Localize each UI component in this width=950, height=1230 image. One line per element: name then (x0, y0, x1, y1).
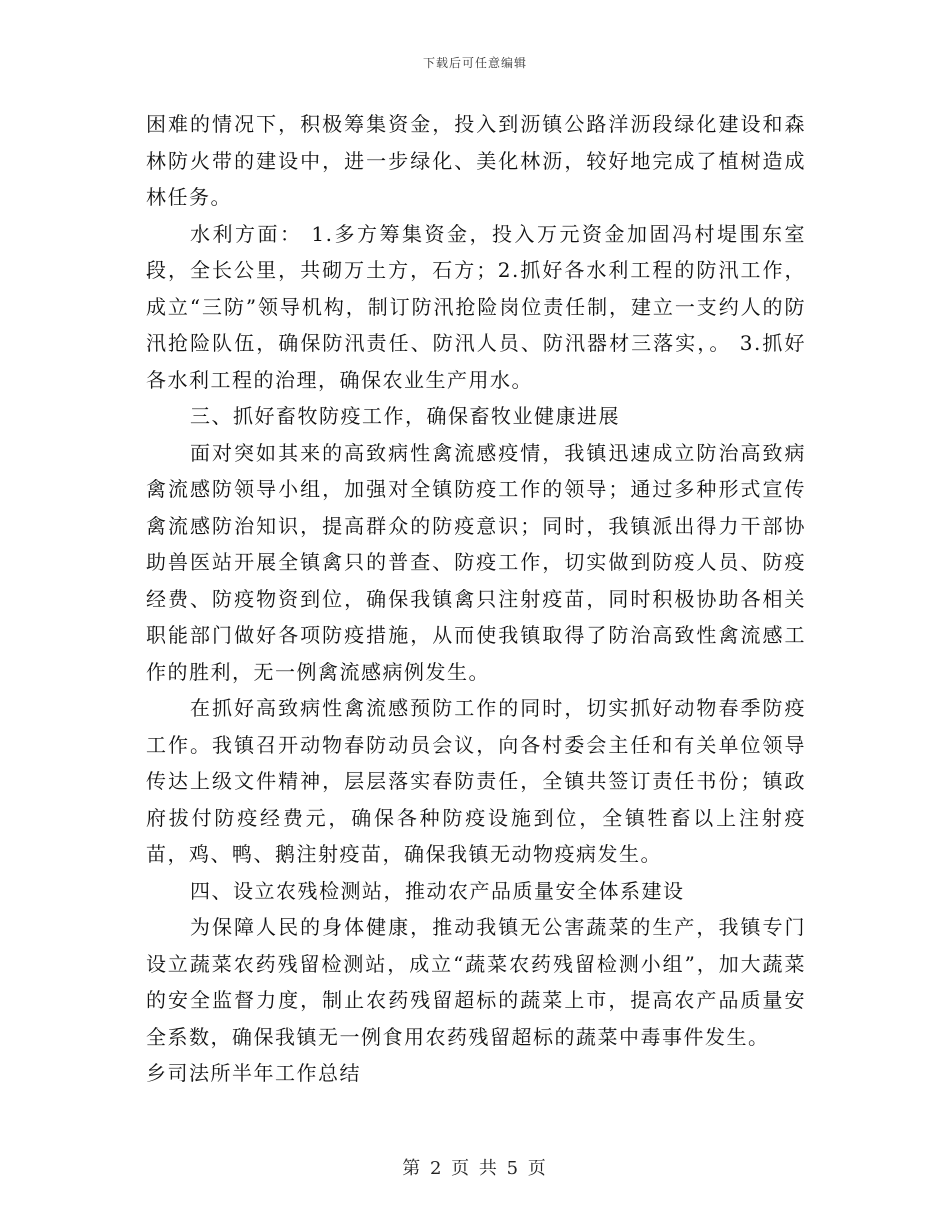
current-page-number: 2 (429, 1158, 444, 1179)
body-paragraph: 困难的情况下，积极筹集资金，投入到沥镇公路洋沥段绿化建设和森林防火带的建设中，进一步绿化、美化林沥，较好地完成了植树造成林任务。 (146, 112, 806, 209)
section-heading: 三、抓好畜牧防疫工作，确保畜牧业健康进展 (190, 404, 620, 428)
body-paragraph: 水利方面： 1.多方筹集资金，投入万元资金加固冯村堤围东室段，全长公里，共砌万土方，石方；2.抓好各水利工程的防汛工作，成立“三防”领导机构，制订防汛抢险岗位责任制，建立一支约人的防汛抢险队伍，确保防汛责任、防汛人员、防汛器材三落实，。 3.抓好各水利工程的治理，确保农业生产用水。 (146, 221, 806, 392)
section-heading: 四、设立农残检测站，推动农产品质量安全体系建设 (190, 878, 685, 903)
body-paragraph: 为保障人民的身体健康，推动我镇无公害蔬菜的生产，我镇专门设立蔬菜农药残留检测站，成立“蔬菜农药残留检测小组”，加大蔬菜的安全监督力度，制止农药残留超标的蔬菜上市，提高农产品质量安全系数，确保我镇无一例食用农药残留超标的蔬菜中毒事件发生。 (146, 915, 806, 1049)
total-pages-number: 5 (506, 1158, 521, 1179)
document-title-line: 乡司法所半年工作总结 (146, 1061, 361, 1085)
page-label-prefix: 第 (402, 1158, 423, 1179)
page-footer (0, 1154, 950, 1180)
body-paragraph: 面对突如其来的高致病性禽流感疫情，我镇迅速成立防治高致病禽流感防领导小组，加强对全镇防疫工作的领导；通过多种形式宣传禽流感防治知识，提高群众的防疫意识；同时，我镇派出得力干部协助兽医站开展全镇禽只的普查、防疫工作，切实做到防疫人员、防疫经费、防疫物资到位，确保我镇禽只注射疫苗，同时积极协助各相关职能部门做好各项防疫措施，从而使我镇取得了防治高致性禽流感工作的胜利，无一例禽流感病例发生。 (146, 440, 806, 684)
page-label-suffix: 页 (527, 1158, 548, 1179)
page-header: 下载后可任意编辑 (422, 56, 527, 70)
document-body (146, 106, 806, 1092)
body-paragraph: 在抓好高致病性禽流感预防工作的同时，切实抓好动物春季防疫工作。我镇召开动物春防动员会议，向各村委会主任和有关单位领导传达上级文件精神，层层落实春防责任，全镇共签订责任书份；镇政府拔付防疫经费元，确保各种防疫设施到位，全镇牲畜以上注射疫苗，鸡、鸭、鹅注射疫苗，确保我镇无动物疫病发生。 (146, 696, 806, 866)
page-label-mid: 页 共 (451, 1158, 499, 1179)
